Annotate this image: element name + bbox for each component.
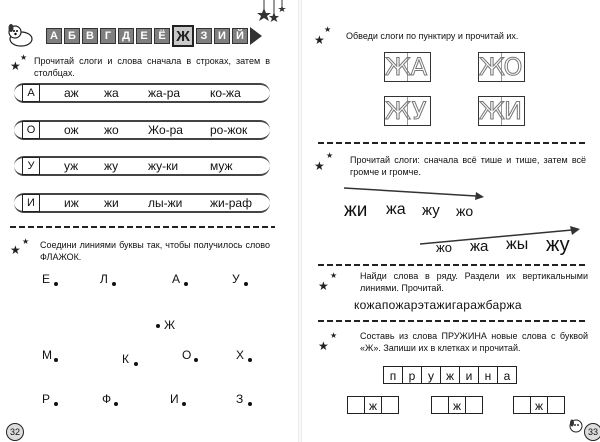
vowel-box: У (22, 157, 40, 175)
answer-cell: ж (448, 396, 466, 414)
star-icon: ★ (318, 279, 329, 293)
syllable-word: жи-раф (210, 196, 252, 210)
dot-letter: Х (236, 348, 245, 362)
connect-dot (248, 358, 252, 362)
quiet-syllable: жу (422, 202, 440, 219)
star-small-icon: ★ (330, 331, 338, 340)
star-icon: ★ (314, 33, 325, 47)
loud-syllable: жа (470, 238, 489, 255)
instruction-connect-letters: Соедини линиями буквы так, чтобы получилось слово ФЛАЖОК. (40, 240, 270, 262)
word-cell: н (478, 366, 498, 384)
answer-cell (347, 396, 365, 414)
syllable-word: лы-жи (148, 196, 183, 210)
trace-letter: О (503, 53, 523, 81)
syllable-word: жи (104, 196, 119, 210)
star-icon: ★ (10, 59, 21, 73)
hanging-stars-icon (256, 0, 286, 26)
trace-grid (384, 96, 431, 126)
loud-syllable: жо (436, 240, 452, 255)
connect-dot (54, 282, 58, 286)
star-small-icon: ★ (326, 151, 334, 160)
syllable-word: аж (64, 86, 79, 100)
answer-cell: ж (364, 396, 382, 414)
star-icon: ★ (314, 159, 325, 173)
section-divider (318, 320, 588, 322)
star-small-icon: ★ (330, 271, 338, 280)
quiet-syllable: жа (386, 201, 406, 218)
syllable-word: ро-жок (210, 123, 248, 137)
dot-letter: К (122, 352, 129, 366)
answer-cell: ж (530, 396, 548, 414)
answer-cell (547, 396, 565, 414)
alphabet-letter: Г (100, 28, 116, 44)
arrow-right-icon (250, 27, 262, 45)
instruction-read-loud-quiet: Прочитай слоги: сначала всё тише и тише, затем всё громче и громче. (350, 155, 586, 177)
dot-letter: З (236, 392, 244, 406)
dog-mascot-icon (6, 22, 36, 48)
alphabet-letter: Е (136, 28, 152, 44)
answer-cell (431, 396, 449, 414)
alphabet-letter: А (46, 28, 62, 44)
syllable-word: иж (64, 196, 79, 210)
loud-syllable: жы (506, 236, 529, 253)
word-cell: у (421, 366, 441, 384)
book-spine (298, 0, 302, 442)
syllable-word: Жо-ра (148, 123, 183, 137)
connect-dot (156, 324, 160, 328)
trace-letter: Ж (385, 53, 411, 81)
alphabet-letter: Б (64, 28, 80, 44)
star-small-icon: ★ (324, 25, 332, 34)
word-pruzhina-cells (384, 366, 517, 384)
syllable-word: ко-жа (210, 86, 241, 100)
dot-letter: Л (100, 272, 108, 286)
answer-cell (513, 396, 531, 414)
syllable-word: муж (210, 159, 233, 173)
word-cell: и (459, 366, 479, 384)
alphabet-letter: З (196, 28, 212, 44)
dot-letter: Ж (164, 318, 176, 332)
trace-grid (478, 96, 525, 126)
page-number-right: 33 (584, 423, 600, 441)
connect-dot (114, 402, 118, 406)
section-divider (318, 264, 588, 266)
answer-group (348, 396, 399, 414)
syllable-word: жа-ра (148, 86, 181, 100)
alphabet-letter: В (82, 28, 98, 44)
trace-grid (384, 52, 431, 82)
alphabet-strip (46, 24, 262, 48)
trace-letter: Ж (385, 97, 411, 125)
alphabet-letter: Ё (154, 28, 170, 44)
right-page (304, 0, 600, 442)
page-number-left: 32 (6, 423, 24, 441)
alphabet-letter: Д (118, 28, 134, 44)
quiet-syllable: жо (456, 203, 474, 219)
connect-dot (244, 282, 248, 286)
answer-group (514, 396, 565, 414)
loud-syllable: жу (546, 234, 570, 256)
section-divider (318, 142, 588, 144)
vowel-box: А (22, 84, 40, 102)
alphabet-letter: Ж (172, 25, 194, 47)
answer-cell (465, 396, 483, 414)
trace-letter: У (411, 97, 427, 125)
word-cell: ж (440, 366, 460, 384)
syllable-word: жо (104, 123, 119, 137)
connect-dot (112, 282, 116, 286)
connect-dot (182, 402, 186, 406)
connect-dot (194, 358, 198, 362)
star-icon: ★ (318, 339, 329, 353)
syllable-word: ож (64, 123, 79, 137)
trace-letter: И (504, 97, 522, 125)
letter-row-words: кожапожарэтажигаражбаржа (354, 298, 522, 312)
dot-letter: Р (42, 392, 51, 406)
dot-letter: О (182, 348, 192, 362)
dot-letter: Ф (102, 392, 112, 406)
connect-dot (54, 358, 58, 362)
syllable-word: жа (104, 86, 119, 100)
dot-letter: И (170, 392, 179, 406)
answer-cell (381, 396, 399, 414)
dot-letter: У (232, 272, 240, 286)
vowel-box: О (22, 121, 40, 139)
connect-dot (134, 362, 138, 366)
trace-letter: Ж (479, 53, 505, 81)
alphabet-letter: Й (232, 28, 248, 44)
dot-letter: А (172, 272, 181, 286)
trace-letter: А (410, 53, 428, 81)
quiet-syllable: жи (344, 200, 368, 221)
alphabet-letter: И (214, 28, 230, 44)
section-divider (10, 226, 275, 228)
connect-dot (54, 402, 58, 406)
star-small-icon: ★ (20, 53, 28, 62)
left-page (0, 0, 296, 442)
connect-dot (248, 402, 252, 406)
word-cell: а (497, 366, 517, 384)
instruction-find-words: Найди слова в ряду. Раздели их вертикальными линиями. Прочитай. (360, 271, 588, 293)
trace-letter: Ж (479, 97, 505, 125)
syllable-word: жу (104, 159, 119, 173)
word-cell: р (402, 366, 422, 384)
word-cell: п (383, 366, 403, 384)
star-icon: ★ (10, 243, 21, 257)
instruction-read-syllables: Прочитай слоги и слова сначала в строках, затем в столбцах. (34, 56, 270, 78)
dot-letter: М (42, 348, 52, 362)
connect-dot (184, 282, 188, 286)
syllable-word: уж (64, 159, 79, 173)
vowel-box: И (22, 194, 40, 212)
syllable-word: жу-ки (148, 159, 179, 173)
dot-letter: Е (42, 272, 51, 286)
instruction-trace-syllables: Обведи слоги по пунктиру и прочитай их. (346, 31, 519, 41)
instruction-compose-words: Составь из слова ПРУЖИНА новые слова с буквой «Ж». Запиши их в клетках и прочитай. (360, 331, 588, 353)
star-small-icon: ★ (22, 237, 30, 246)
answer-group (432, 396, 483, 414)
trace-grid (478, 52, 525, 82)
